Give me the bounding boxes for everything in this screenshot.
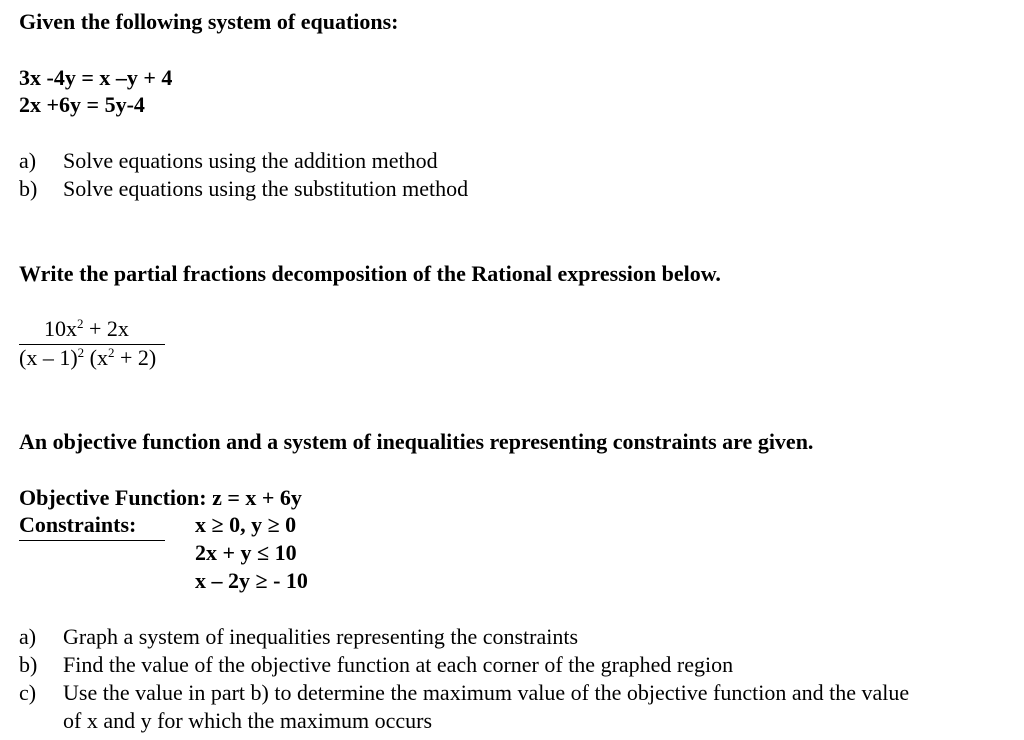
task-text: Use the value in part b) to determine the maximum value of the objective function and the value [63, 680, 910, 705]
section2-heading: Write the partial fractions decomposition of the Rational expression below. [19, 261, 721, 286]
section3-heading: An objective function and a system of inequalities representing constraints are given. [19, 429, 814, 454]
equation-2: 2x +6y = 5y-4 [19, 92, 145, 117]
constraints-label: Constraints: [19, 512, 137, 537]
task-marker: c) [19, 680, 37, 705]
task-marker: b) [19, 652, 38, 677]
constraint-3: x – 2y ≥ - 10 [195, 568, 308, 593]
constraints-underline [19, 540, 165, 541]
task-marker: a) [19, 148, 37, 173]
task-text: Solve equations using the addition method [63, 148, 438, 173]
fraction-numerator: $10x^2 + 2x$ [44, 316, 129, 341]
task-text: Find the value of the objective function at each corner of the graphed region [63, 652, 734, 677]
fraction-denominator: (x – 1)$^2$ $(x^2 + 2)$ [19, 345, 157, 370]
objective-function: Objective Function: z = x + 6y [19, 485, 302, 510]
task-text-continuation: of x and y for which the maximum occurs [63, 708, 433, 733]
constraint-2: 2x + y ≤ 10 [195, 540, 297, 565]
task-marker: b) [19, 176, 38, 201]
task-marker: a) [19, 624, 37, 649]
task-text: Graph a system of inequalities representing the constraints [63, 624, 579, 649]
section1-heading: Given the following system of equations: [19, 9, 399, 34]
task-text: Solve equations using the substitution method [63, 176, 469, 201]
equation-1: 3x -4y = x –y + 4 [19, 65, 173, 90]
constraint-1: x ≥ 0, y ≥ 0 [195, 512, 297, 537]
